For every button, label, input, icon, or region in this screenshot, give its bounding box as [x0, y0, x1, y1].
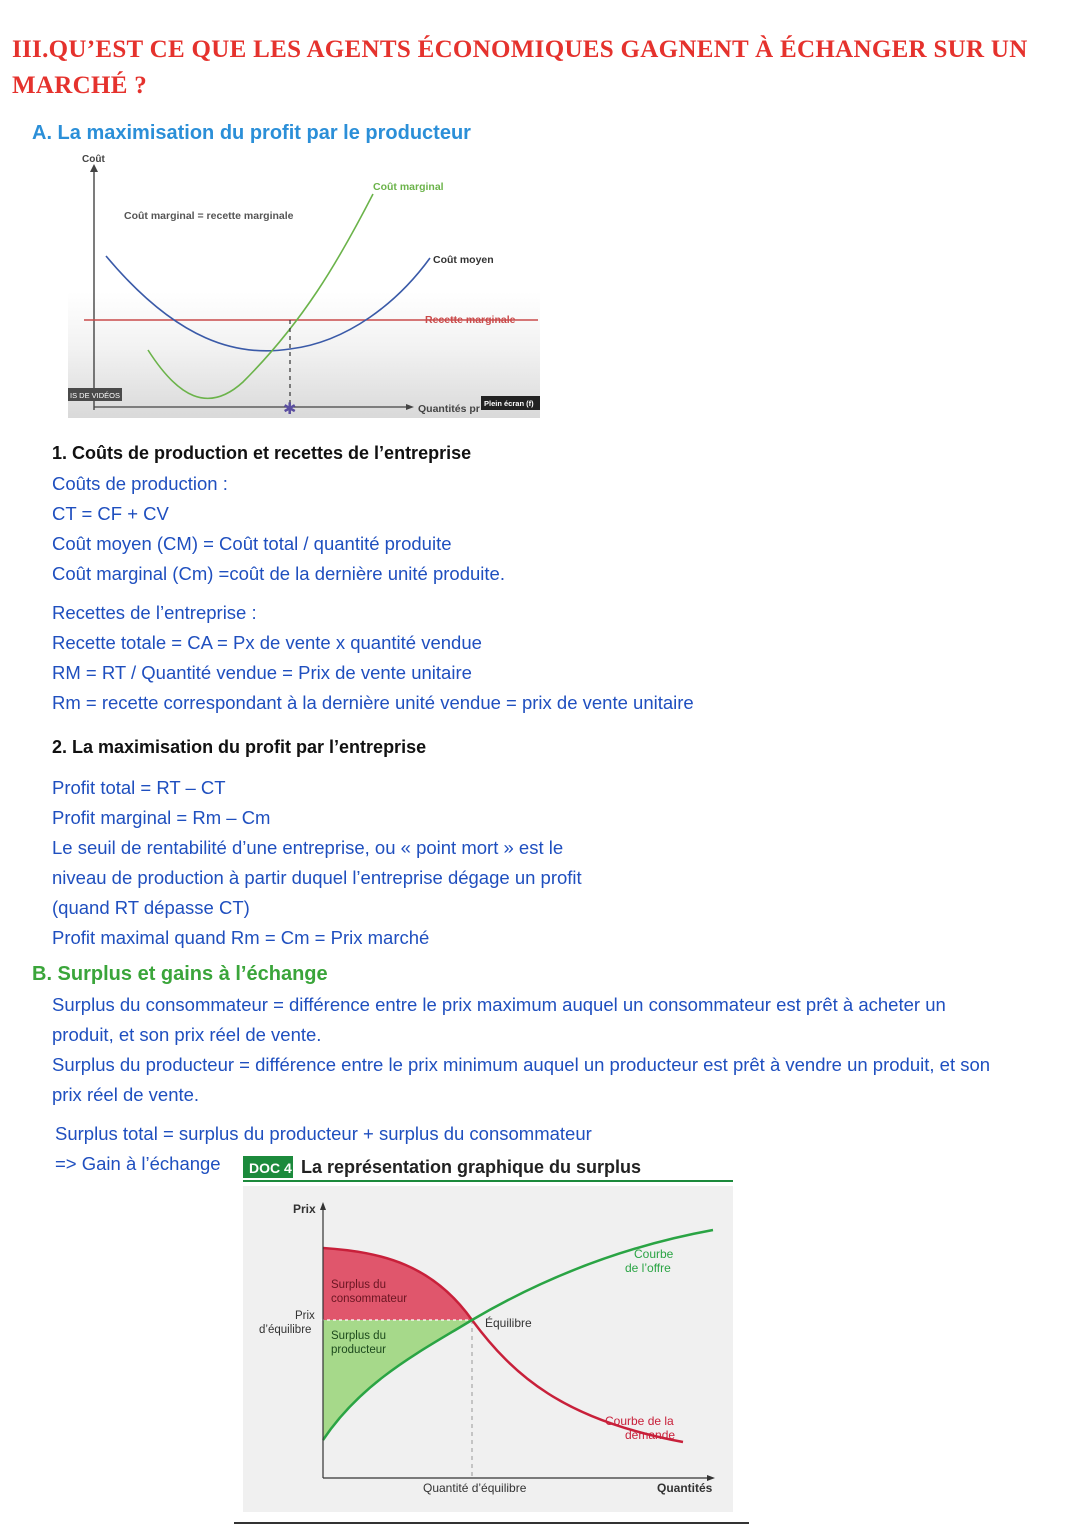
text-line: Surplus du producteur = différence entre le prix minimum auquel un producteur est prêt à vendre un produit, et son — [52, 1054, 991, 1075]
text-line: Recettes de l’entreprise : — [52, 602, 257, 623]
text-line: Recette totale = CA = Px de vente x quantité vendue — [52, 632, 482, 653]
eq-price-label-1: Prix — [295, 1310, 315, 1322]
gain-line: => Gain à l’échange — [55, 1153, 221, 1174]
production-costs-block — [52, 469, 505, 589]
bottom-rule — [234, 1522, 749, 1524]
text-line: Coût moyen (CM) = Coût total / quantité produite — [52, 533, 452, 554]
section-a-title: A. La maximisation du profit par le producteur — [32, 122, 471, 144]
surplus-definitions-block — [52, 990, 990, 1110]
text-line: RM = RT / Quantité vendue = Prix de vente unitaire — [52, 662, 472, 683]
eq-price-label-2: d’équilibre — [259, 1324, 312, 1336]
text-line: Surplus du consommateur = différence entre le prix maximum auquel un consommateur est prêt à acheter un — [52, 994, 946, 1015]
text-line: Le seuil de rentabilité d’une entreprise, ou « point mort » est le — [52, 837, 564, 858]
text-line: (quand RT dépasse CT) — [52, 897, 250, 918]
subsection-1-title: 1. Coûts de production et recettes de l’entreprise — [52, 443, 472, 463]
fig1-marginal-cost-label: Coût marginal — [373, 181, 444, 193]
text-line: Profit marginal = Rm – Cm — [52, 807, 271, 828]
text-line: CT = CF + CV — [52, 503, 169, 524]
fig1-average-cost-label: Coût moyen — [433, 254, 494, 266]
consumer-surplus-label-1: Surplus du — [331, 1279, 386, 1291]
cost-curves-figure — [68, 152, 540, 418]
text-line: Coût marginal (Cm) =coût de la dernière unité produite. — [52, 563, 505, 584]
offer-label-line2: de l’offre — [625, 1261, 671, 1275]
text-line: produit, et son prix réel de vente. — [52, 1024, 322, 1045]
text-line: niveau de production à partir duquel l’entreprise dégage un profit — [52, 867, 582, 888]
surplus-svg — [243, 1150, 733, 1512]
y-axis-arrow — [90, 164, 98, 172]
video-overlay-left-text: IS DE VIDÉOS — [70, 391, 121, 400]
subsection-2-title: 2. La maximisation du profit par l’entreprise — [52, 737, 427, 757]
text-line: Profit total = RT – CT — [52, 777, 226, 798]
figure-background — [243, 1186, 733, 1512]
revenues-block — [52, 598, 694, 718]
optimum-marker-icon: ✱ — [283, 399, 297, 418]
section-b-title: B. Surplus et gains à l’échange — [32, 963, 328, 985]
surplus-figure — [243, 1150, 733, 1512]
fig1-x-axis-label: Quantités pr — [418, 403, 480, 415]
doc-title: La représentation graphique du surplus — [301, 1157, 642, 1177]
fig1-y-axis-label: Coût — [82, 154, 105, 165]
cost-curves-svg — [68, 152, 540, 418]
fig1-marginal-revenue-label: Recette marginale — [425, 314, 516, 326]
doc-tag-text: DOC 4 — [249, 1160, 292, 1176]
text-line: Rm = recette correspondant à la dernière unité vendue = prix de vente unitaire — [52, 692, 694, 713]
profit-block — [52, 773, 582, 953]
offer-label-line1: Courbe — [634, 1247, 674, 1261]
consumer-surplus-label-2: consommateur — [331, 1293, 408, 1305]
producer-surplus-label-2: producteur — [331, 1344, 386, 1356]
total-surplus-line: Surplus total = surplus du producteur + surplus du consommateur — [55, 1123, 592, 1144]
demand-label-2: demande — [625, 1428, 676, 1442]
price-axis-label: Prix — [293, 1202, 316, 1216]
eq-quantity-label: Quantité d’équilibre — [423, 1481, 527, 1495]
text-line: Profit maximal quand Rm = Cm = Prix marché — [52, 927, 430, 948]
text-line: Coûts de production : — [52, 473, 228, 494]
quantity-axis-label: Quantités — [657, 1481, 713, 1495]
producer-surplus-label-1: Surplus du — [331, 1330, 386, 1342]
equilibrium-label: Équilibre — [485, 1316, 532, 1330]
fullscreen-button-text: Plein écran (f) — [484, 399, 534, 408]
fig1-equality-label: Coût marginal = recette marginale — [124, 210, 294, 222]
page-title: III.QU’EST CE QUE LES AGENTS ÉCONOMIQUES GAGNENT À ÉCHANGER SUR UN MARCHÉ ? — [12, 36, 1028, 99]
demand-label-1: Courbe de la — [605, 1414, 674, 1428]
text-line: prix réel de vente. — [52, 1084, 200, 1105]
